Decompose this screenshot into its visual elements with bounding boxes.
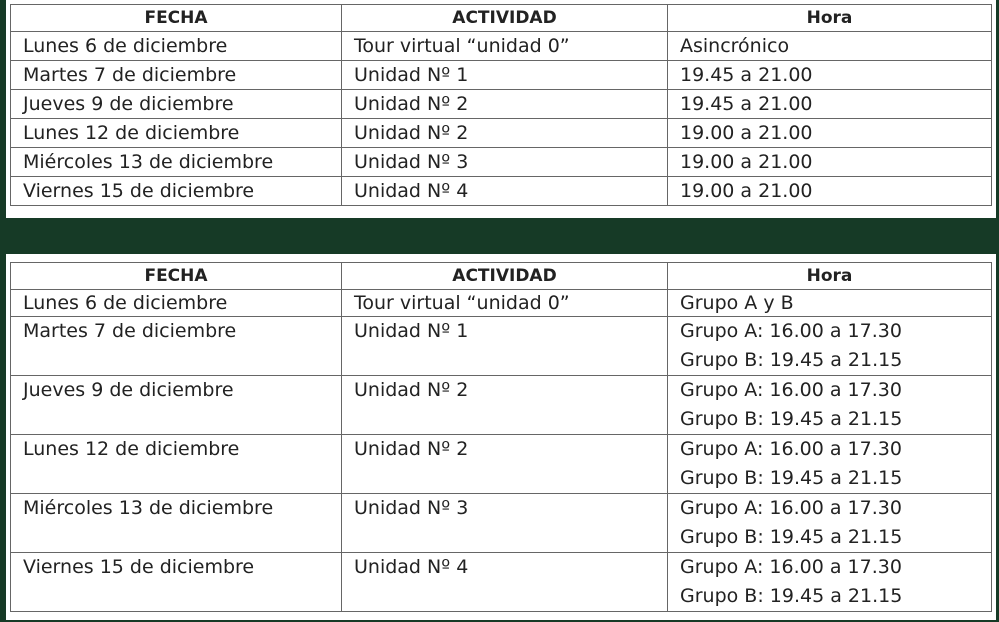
fecha-cell: Martes 7 de diciembre [11, 61, 342, 90]
fecha-text: Lunes 12 de diciembre [23, 438, 240, 460]
actividad-cell: Tour virtual “unidad 0” [342, 32, 668, 61]
hora-grupo-a: Grupo A: 16.00 a 17.30 [680, 438, 902, 460]
hora-cell: 19.45 a 21.00 [668, 90, 992, 119]
fecha-cell: Lunes 6 de diciembre [11, 290, 342, 317]
actividad-cell [342, 435, 668, 494]
table-row [11, 119, 992, 148]
actividad-text: Unidad Nº 2 [354, 379, 469, 401]
hora-cell: 19.45 a 21.00 [668, 61, 992, 90]
hora-cell [668, 317, 992, 376]
actividad-text: Unidad Nº 3 [354, 497, 469, 519]
hora-cell [668, 376, 992, 435]
table-row [11, 90, 992, 119]
hora-cell [668, 494, 992, 553]
fecha-cell [11, 494, 342, 553]
table-row [11, 376, 992, 435]
actividad-cell [342, 376, 668, 435]
schedule-panel-1 [6, 0, 996, 218]
header-hora: Hora [668, 263, 992, 290]
table-row [11, 148, 992, 177]
hora-grupo-b: Grupo B: 19.45 a 21.15 [680, 526, 903, 548]
schedule-table-2 [10, 262, 992, 612]
hora-grupo-a: Grupo A: 16.00 a 17.30 [680, 556, 902, 578]
hora-grupo-a: Grupo A: 16.00 a 17.30 [680, 379, 902, 401]
fecha-cell: Viernes 15 de diciembre [11, 177, 342, 206]
table-row [11, 317, 992, 376]
fecha-cell: Jueves 9 de diciembre [11, 90, 342, 119]
schedule-panel-2 [6, 254, 996, 620]
table-row [11, 177, 992, 206]
fecha-text: Jueves 9 de diciembre [23, 379, 234, 401]
fecha-cell: Lunes 12 de diciembre [11, 119, 342, 148]
hora-cell: Grupo A y B [668, 290, 992, 317]
table-row [11, 494, 992, 553]
actividad-cell [342, 553, 668, 612]
hora-cell [668, 435, 992, 494]
actividad-cell: Tour virtual “unidad 0” [342, 290, 668, 317]
header-row [11, 263, 992, 290]
fecha-cell [11, 317, 342, 376]
fecha-cell [11, 553, 342, 612]
actividad-cell [342, 494, 668, 553]
table-row [11, 435, 992, 494]
hora-grupo-b: Grupo B: 19.45 a 21.15 [680, 408, 903, 430]
table-row [11, 290, 992, 317]
actividad-cell [342, 317, 668, 376]
fecha-cell [11, 376, 342, 435]
actividad-cell: Unidad Nº 2 [342, 90, 668, 119]
fecha-cell: Miércoles 13 de diciembre [11, 148, 342, 177]
hora-cell: 19.00 a 21.00 [668, 177, 992, 206]
actividad-text: Unidad Nº 1 [354, 320, 469, 342]
hora-cell [668, 553, 992, 612]
fecha-cell [11, 435, 342, 494]
actividad-text: Unidad Nº 2 [354, 438, 469, 460]
hora-grupo-b: Grupo B: 19.45 a 21.15 [680, 467, 903, 489]
header-actividad: ACTIVIDAD [342, 5, 668, 32]
hora-cell: 19.00 a 21.00 [668, 119, 992, 148]
hora-grupo-a: Grupo A: 16.00 a 17.30 [680, 320, 902, 342]
hora-cell: 19.00 a 21.00 [668, 148, 992, 177]
actividad-cell: Unidad Nº 1 [342, 61, 668, 90]
header-fecha: FECHA [11, 263, 342, 290]
hora-cell: Asincrónico [668, 32, 992, 61]
header-fecha: FECHA [11, 5, 342, 32]
header-row [11, 5, 992, 32]
actividad-text: Unidad Nº 4 [354, 556, 469, 578]
fecha-text: Martes 7 de diciembre [23, 320, 237, 342]
header-hora: Hora [668, 5, 992, 32]
header-actividad: ACTIVIDAD [342, 263, 668, 290]
table-row [11, 32, 992, 61]
actividad-cell: Unidad Nº 2 [342, 119, 668, 148]
schedule-table-1 [10, 4, 992, 206]
fecha-text: Miércoles 13 de diciembre [23, 497, 274, 519]
hora-grupo-b: Grupo B: 19.45 a 21.15 [680, 585, 903, 607]
table-row [11, 553, 992, 612]
table-row [11, 61, 992, 90]
fecha-text: Viernes 15 de diciembre [23, 556, 255, 578]
hora-grupo-b: Grupo B: 19.45 a 21.15 [680, 349, 903, 371]
fecha-cell: Lunes 6 de diciembre [11, 32, 342, 61]
actividad-cell: Unidad Nº 3 [342, 148, 668, 177]
hora-grupo-a: Grupo A: 16.00 a 17.30 [680, 497, 902, 519]
actividad-cell: Unidad Nº 4 [342, 177, 668, 206]
